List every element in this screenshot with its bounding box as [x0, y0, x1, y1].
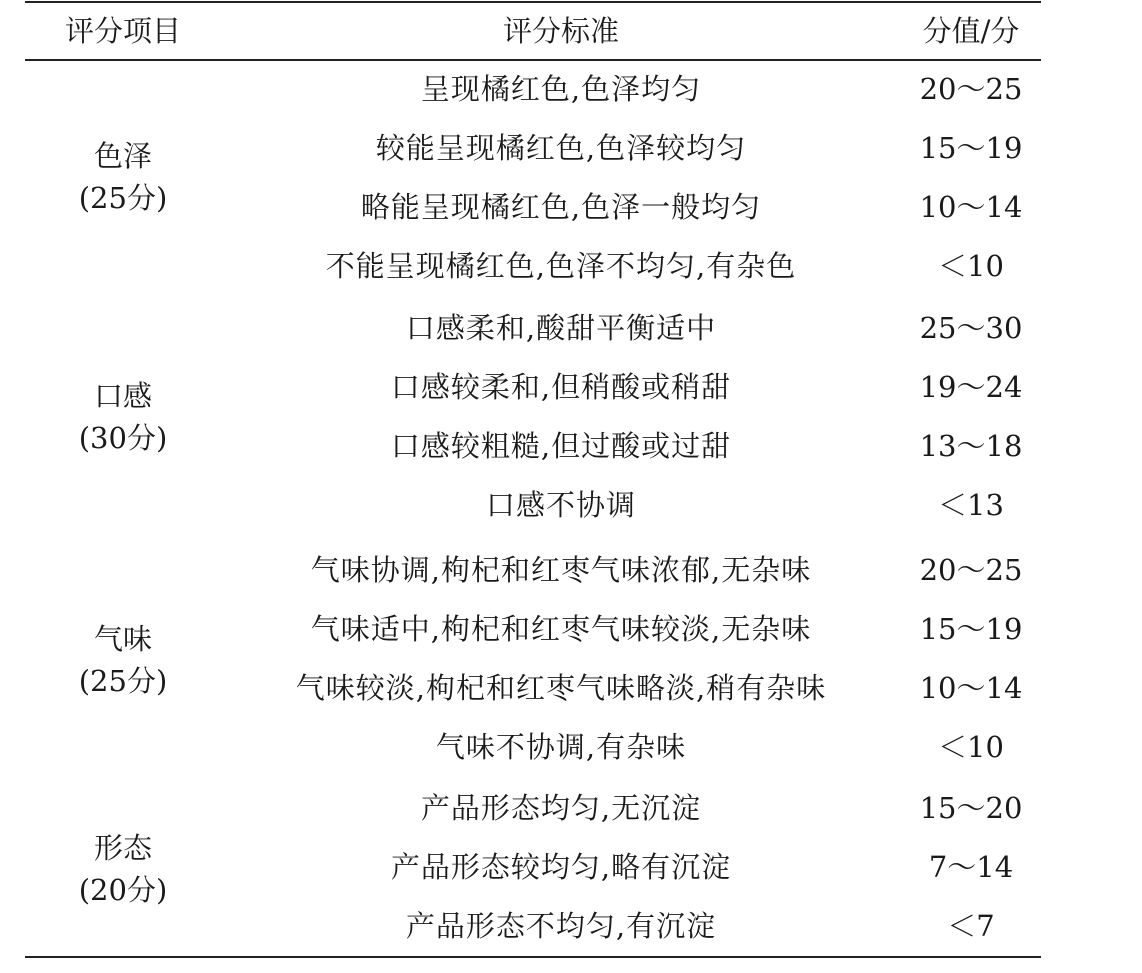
header-score: 分值/分 — [922, 14, 1020, 48]
table-row — [25, 659, 1041, 718]
score-cell: 25～30 — [919, 311, 1023, 345]
score-cell: 20～25 — [919, 553, 1023, 587]
table-row — [25, 838, 1041, 897]
standard-cell: 口感柔和,酸甜平衡适中 — [405, 311, 717, 345]
table-row — [25, 897, 1041, 956]
group-total: (25分) — [78, 664, 168, 698]
score-cell: 15～19 — [919, 131, 1023, 165]
standard-cell: 产品形态均匀,无沉淀 — [420, 791, 702, 825]
standard-cell: 气味协调,枸杞和红枣气味浓郁,无杂味 — [310, 553, 812, 587]
score-cell: 19～24 — [919, 370, 1023, 404]
top-rule — [25, 1, 1041, 3]
score-cell: 15～20 — [919, 791, 1023, 825]
group-total: (25分) — [78, 181, 168, 215]
score-cell: 15～19 — [919, 612, 1023, 646]
standard-cell: 呈现橘红色,色泽均匀 — [420, 72, 702, 106]
group-name: 气味 — [93, 622, 152, 656]
group-total: (20分) — [78, 873, 168, 907]
standard-cell: 较能呈现橘红色,色泽较均匀 — [375, 131, 747, 165]
bottom-rule — [25, 956, 1041, 958]
table-row — [25, 718, 1041, 777]
score-cell: 7～14 — [928, 850, 1014, 884]
table-row — [25, 600, 1041, 659]
table-row — [25, 476, 1041, 535]
table-row — [25, 60, 1041, 119]
score-cell: 20～25 — [919, 72, 1023, 106]
header-standard: 评分标准 — [502, 14, 619, 48]
group-name: 形态 — [93, 831, 152, 865]
standard-cell: 产品形态较均匀,略有沉淀 — [390, 850, 732, 884]
table-row — [25, 541, 1041, 600]
score-cell: 13～18 — [919, 429, 1023, 463]
group-name: 色泽 — [93, 139, 152, 173]
group-total: (30分) — [78, 421, 168, 455]
score-cell: ＜10 — [938, 730, 1004, 764]
score-cell: ＜7 — [947, 909, 995, 943]
standard-cell: 气味较淡,枸杞和红枣气味略淡,稍有杂味 — [295, 671, 827, 705]
table-row — [25, 178, 1041, 237]
table-row — [25, 779, 1041, 838]
standard-cell: 口感较粗糙,但过酸或过甜 — [390, 429, 732, 463]
header-item: 评分项目 — [64, 14, 181, 48]
table-row — [25, 417, 1041, 476]
standard-cell: 产品形态不均匀,有沉淀 — [405, 909, 717, 943]
table-row — [25, 119, 1041, 178]
score-cell: ＜13 — [938, 488, 1004, 522]
score-cell: 10～14 — [919, 190, 1023, 224]
standard-cell: 口感较柔和,但稍酸或稍甜 — [390, 370, 732, 404]
standard-cell: 略能呈现橘红色,色泽一般均匀 — [360, 190, 762, 224]
table-row — [25, 358, 1041, 417]
standard-cell: 不能呈现橘红色,色泽不均匀,有杂色 — [325, 249, 797, 283]
table-row — [25, 299, 1041, 358]
standard-cell: 气味不协调,有杂味 — [435, 730, 687, 764]
score-cell: ＜10 — [938, 249, 1004, 283]
group-name: 口感 — [93, 379, 152, 413]
score-cell: 10～14 — [919, 671, 1023, 705]
table-row — [25, 237, 1041, 296]
standard-cell: 气味适中,枸杞和红枣气味较淡,无杂味 — [310, 612, 812, 646]
standard-cell: 口感不协调 — [485, 488, 636, 522]
